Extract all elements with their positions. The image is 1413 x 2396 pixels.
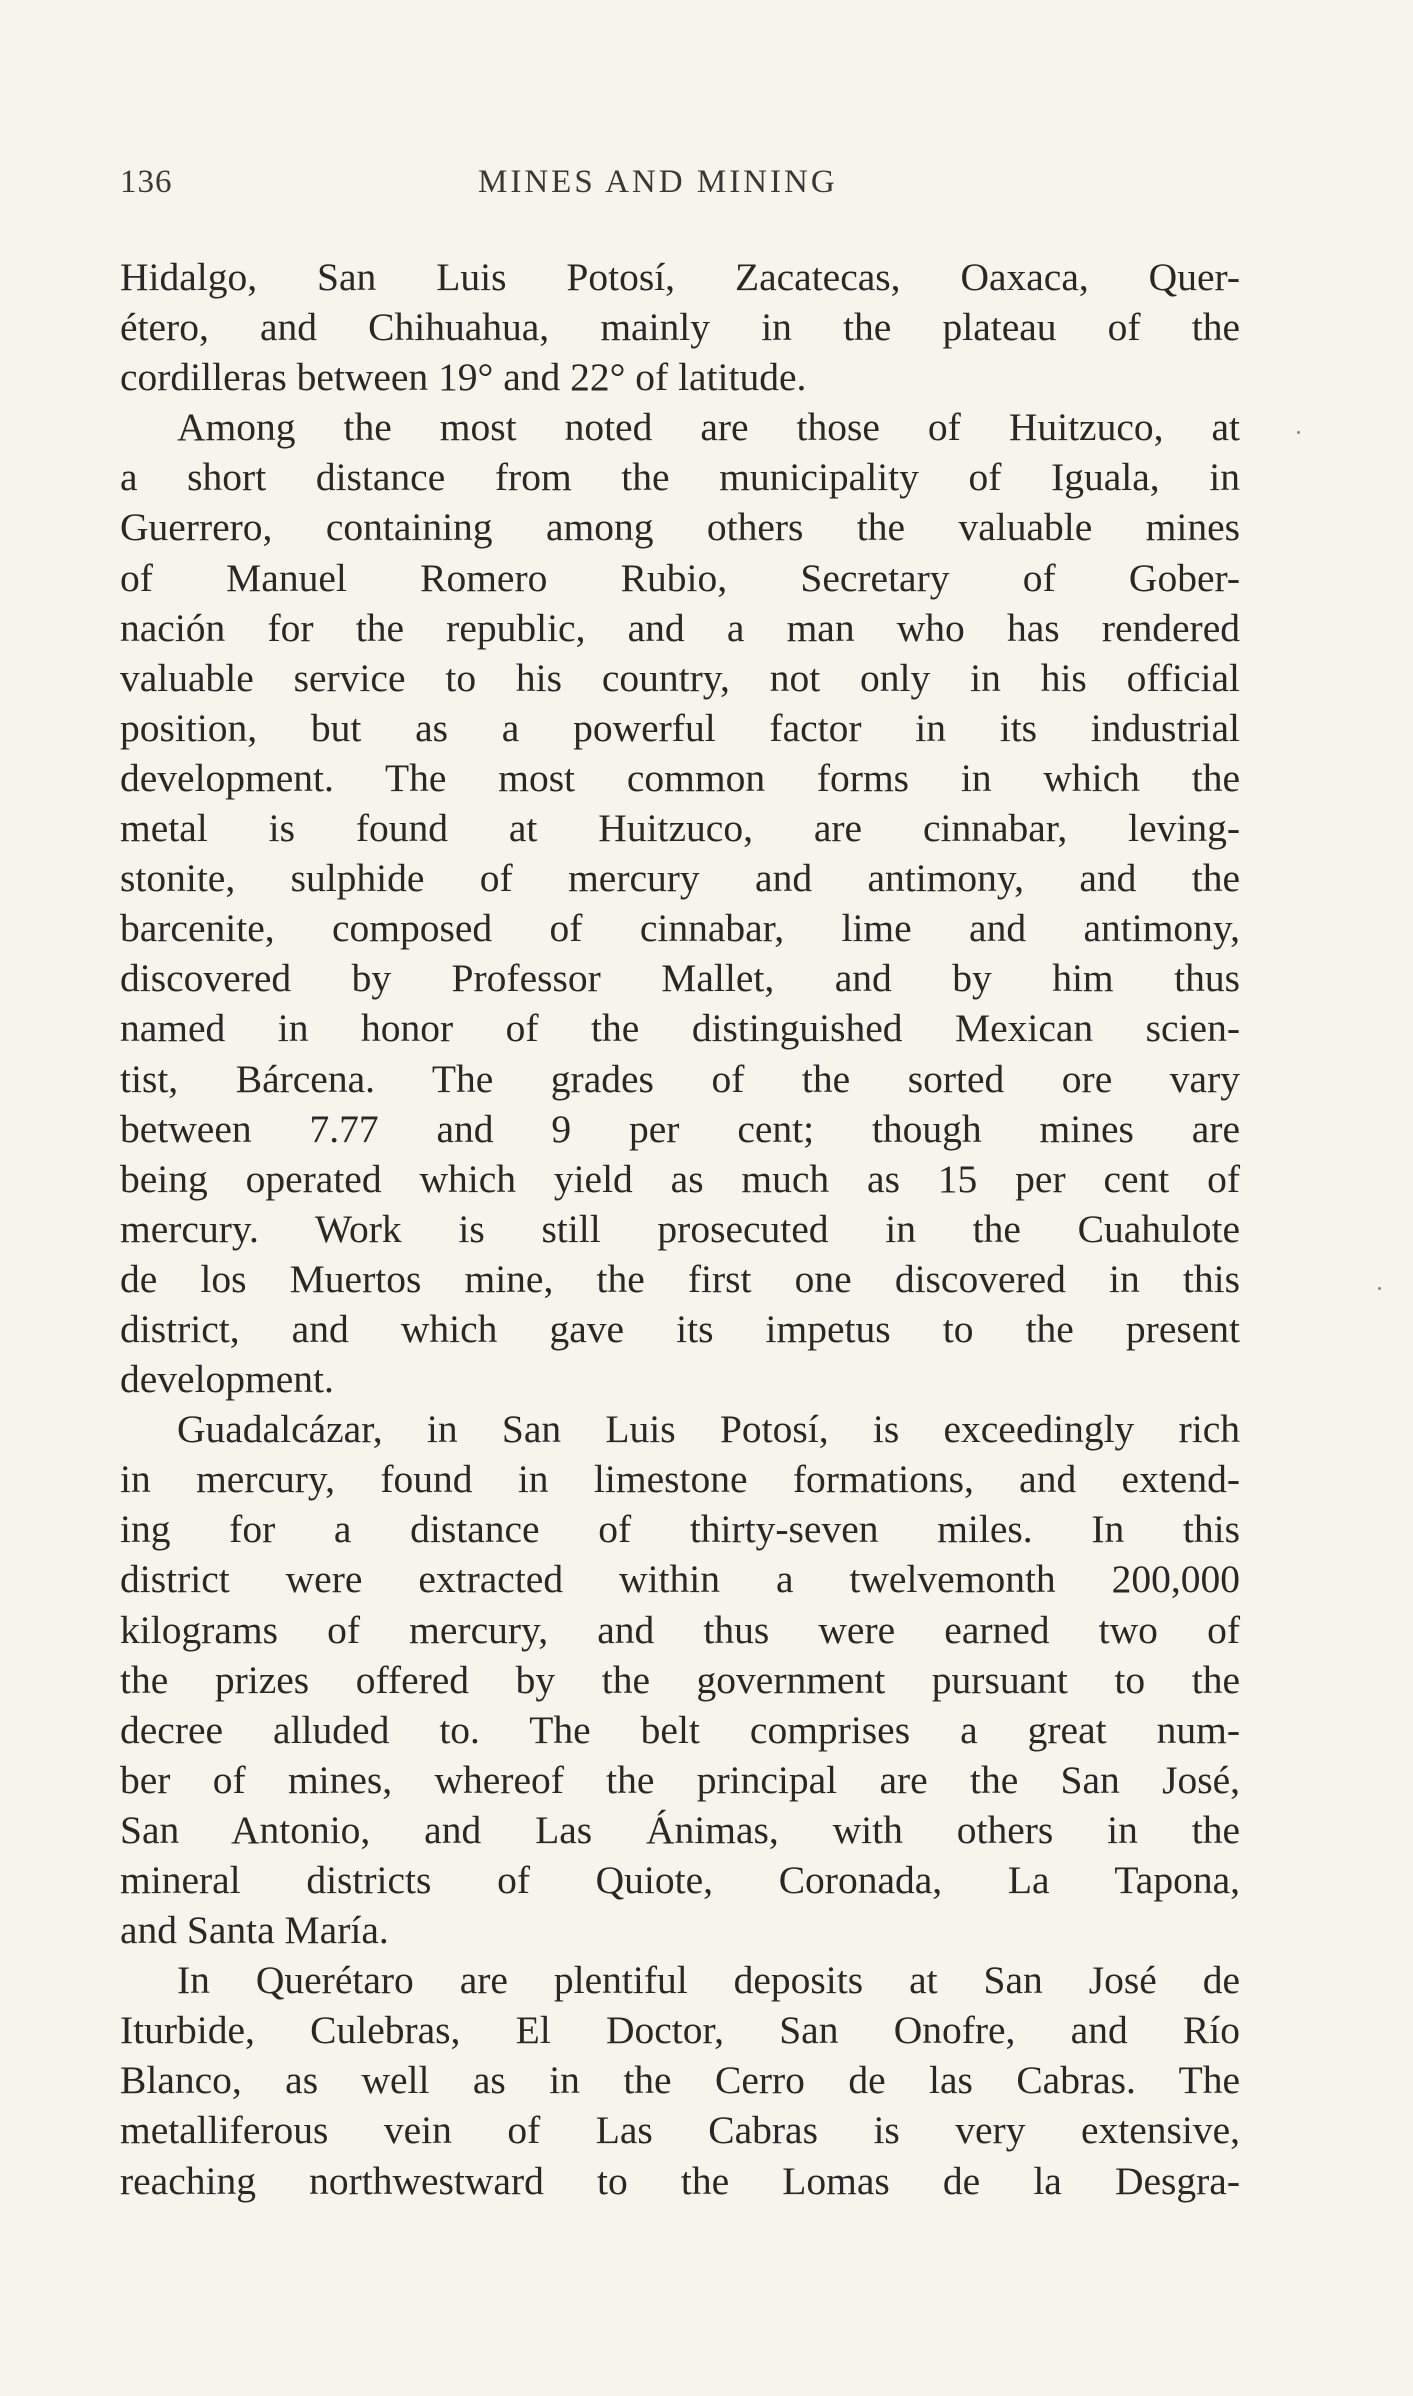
text-line: Blanco, as well as in the Cerro de las Cabras. The bbox=[120, 2058, 1240, 2103]
text-line: ber of mines, whereof the principal are the San José, bbox=[120, 1757, 1240, 1802]
margin-speck bbox=[1297, 431, 1300, 434]
text-line: named in honor of the distinguished Mexican scien- bbox=[120, 1006, 1240, 1051]
text-line: Hidalgo, San Luis Potosí, Zacatecas, Oaxaca, Quer- bbox=[120, 255, 1240, 299]
text-line: Iturbide, Culebras, El Doctor, San Onofre, and Río bbox=[120, 2008, 1240, 2053]
text-line: étero, and Chihuahua, mainly in the plateau of the bbox=[120, 305, 1240, 350]
text-line: stonite, sulphide of mercury and antimony, and the bbox=[120, 856, 1240, 901]
paragraph-first-line: In Querétaro are plentiful deposits at San José de bbox=[177, 1958, 1240, 2003]
text-line: de los Muertos mine, the first one discovered in this bbox=[120, 1256, 1240, 1301]
text-line: San Antonio, and Las Ánimas, with others in the bbox=[120, 1807, 1240, 1852]
text-line: cordilleras between 19° and 22° of latitude. bbox=[120, 355, 807, 400]
text-line: decree alluded to. The belt comprises a great num- bbox=[120, 1707, 1240, 1752]
text-line: mercury. Work is still prosecuted in the Cuahulote bbox=[120, 1206, 1240, 1251]
text-line: kilograms of mercury, and thus were earned two of bbox=[120, 1607, 1240, 1652]
text-line: and Santa María. bbox=[120, 1908, 389, 1953]
paragraph-first-line: Guadalcázar, in San Luis Potosí, is exceedingly rich bbox=[177, 1407, 1240, 1452]
body-text bbox=[120, 252, 1240, 2206]
text-line: district were extracted within a twelvemonth 200,000 bbox=[120, 1557, 1240, 1602]
paragraph-first-line: Among the most noted are those of Huitzuco, at bbox=[177, 405, 1240, 450]
text-line: a short distance from the municipality of Iguala, in bbox=[120, 455, 1240, 500]
running-title: MINES AND MINING bbox=[478, 164, 838, 200]
text-line: discovered by Professor Mallet, and by him thus bbox=[120, 956, 1240, 1001]
text-line: valuable service to his country, not only in his official bbox=[120, 655, 1240, 700]
text-line: mineral districts of Quiote, Coronada, La Tapona, bbox=[120, 1858, 1240, 1902]
text-line: development. bbox=[120, 1357, 334, 1402]
text-line: the prizes offered by the government pursuant to the bbox=[120, 1657, 1240, 1702]
text-line: metalliferous vein of Las Cabras is very extensive, bbox=[120, 2108, 1240, 2153]
page-number: 136 bbox=[120, 164, 173, 200]
text-line: reaching northwestward to the Lomas de la Desgra- bbox=[120, 2158, 1240, 2203]
text-line: ing for a distance of thirty-seven miles. In this bbox=[120, 1507, 1240, 1552]
text-line: Guerrero, containing among others the valuable mines bbox=[120, 505, 1240, 550]
text-line: tist, Bárcena. The grades of the sorted ore vary bbox=[120, 1056, 1240, 1101]
text-line: position, but as a powerful factor in its industrial bbox=[120, 705, 1240, 750]
text-line: barcenite, composed of cinnabar, lime and antimony, bbox=[120, 906, 1240, 951]
text-line: metal is found at Huitzuco, are cinnabar, leving- bbox=[120, 806, 1240, 851]
text-line: in mercury, found in limestone formations, and extend- bbox=[120, 1457, 1240, 1502]
text-line: development. The most common forms in which the bbox=[120, 755, 1240, 800]
margin-speck bbox=[1378, 1287, 1381, 1290]
text-line: of Manuel Romero Rubio, Secretary of Gober- bbox=[120, 555, 1240, 600]
text-line: being operated which yield as much as 15 per cent of bbox=[120, 1156, 1240, 1201]
page-header bbox=[120, 164, 1240, 214]
text-line: between 7.77 and 9 per cent; though mines are bbox=[120, 1106, 1240, 1151]
text-line: district, and which gave its impetus to the present bbox=[120, 1306, 1240, 1351]
text-line: nación for the republic, and a man who has rendered bbox=[120, 605, 1240, 650]
